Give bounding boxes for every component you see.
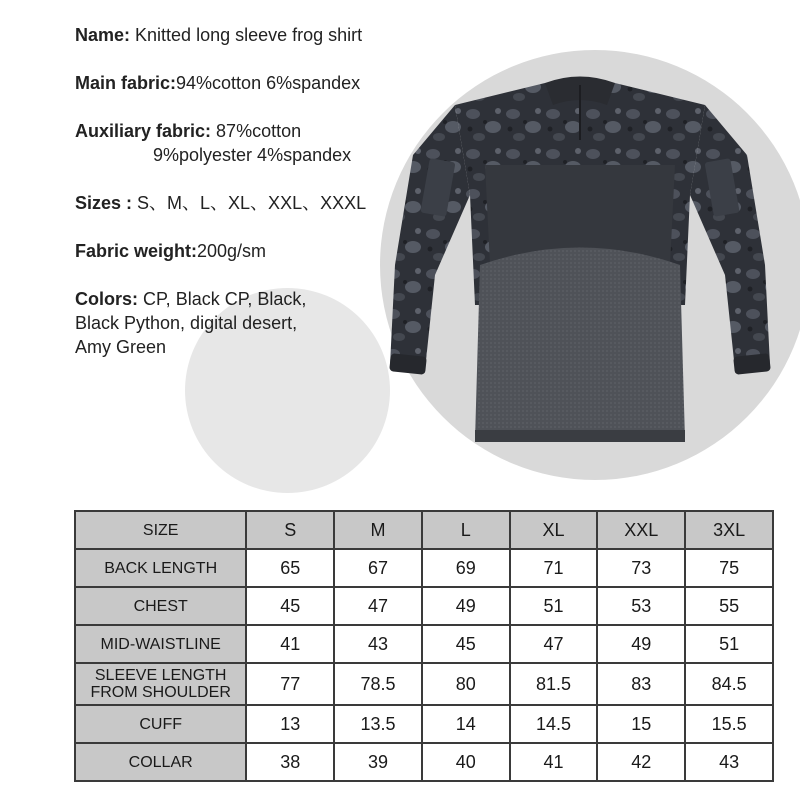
table-cell: 49 — [597, 625, 685, 663]
table-cell: 83 — [597, 663, 685, 705]
size-header-3xl: 3XL — [685, 511, 773, 549]
table-cell: 38 — [246, 743, 334, 781]
table-cell: 13 — [246, 705, 334, 743]
spec-sizes-label: Sizes : — [75, 193, 133, 213]
spec-main-fabric — [75, 72, 360, 94]
left-sleeve — [390, 105, 470, 370]
table-cell: 80 — [422, 663, 510, 705]
table-cell: 14 — [422, 705, 510, 743]
table-cell: 47 — [334, 587, 422, 625]
table-cell: 84.5 — [685, 663, 773, 705]
table-cell: 13.5 — [334, 705, 422, 743]
row-label-mid-waistline: MID-WAISTLINE — [75, 625, 246, 663]
table-cell: 71 — [510, 549, 598, 587]
table-cell: 14.5 — [510, 705, 598, 743]
table-row — [75, 587, 773, 625]
spec-name — [75, 24, 362, 46]
size-header-xl: XL — [510, 511, 598, 549]
table-cell: 41 — [246, 625, 334, 663]
spec-colors-value-1: CP, Black CP, Black, — [138, 289, 307, 309]
spec-main-fabric-label: Main fabric: — [75, 73, 177, 93]
spec-sizes — [75, 192, 366, 214]
spec-name-value: Knitted long sleeve frog shirt — [130, 25, 363, 45]
size-chart-table — [74, 510, 774, 782]
table-cell: 65 — [246, 549, 334, 587]
row-label-chest: CHEST — [75, 587, 246, 625]
size-header-l: L — [422, 511, 510, 549]
row-label-sleeve-length — [75, 663, 246, 705]
shirt-icon — [385, 65, 775, 455]
size-header-xxl: XXL — [597, 511, 685, 549]
table-cell: 55 — [685, 587, 773, 625]
lower-body — [475, 248, 685, 441]
row-label-collar: COLLAR — [75, 743, 246, 781]
spec-colors-value-2: Black Python, digital desert, — [75, 313, 298, 333]
table-cell: 45 — [246, 587, 334, 625]
table-cell: 43 — [685, 743, 773, 781]
spec-weight-label: Fabric weight: — [75, 241, 198, 261]
table-cell: 51 — [510, 587, 598, 625]
row-label-cuff: CUFF — [75, 705, 246, 743]
table-cell: 15 — [597, 705, 685, 743]
spec-aux-fabric-label: Auxiliary fabric: — [75, 121, 212, 141]
table-row — [75, 705, 773, 743]
table-cell: 15.5 — [685, 705, 773, 743]
table-cell: 78.5 — [334, 663, 422, 705]
spec-colors-value-3: Amy Green — [75, 337, 167, 357]
table-cell: 45 — [422, 625, 510, 663]
spec-aux-fabric — [75, 120, 301, 142]
table-cell: 67 — [334, 549, 422, 587]
spec-aux-fabric-value-2: 9%polyester 4%spandex — [153, 145, 352, 165]
table-row — [75, 625, 773, 663]
row-label-back-length: BACK LENGTH — [75, 549, 246, 587]
table-cell: 51 — [685, 625, 773, 663]
table-cell: 47 — [510, 625, 598, 663]
table-cell: 49 — [422, 587, 510, 625]
spec-weight-value: 200g/sm — [197, 241, 267, 261]
table-header-row — [75, 511, 773, 549]
size-header-m: M — [334, 511, 422, 549]
spec-colors — [75, 288, 306, 310]
spec-colors-label: Colors: — [75, 289, 138, 309]
table-cell: 69 — [422, 549, 510, 587]
spec-sizes-value: S、M、L、XL、XXL、XXXL — [132, 193, 367, 213]
table-cell: 53 — [597, 587, 685, 625]
sleeve-label-line-1: SLEEVE LENGTH — [94, 667, 227, 684]
table-cell: 40 — [422, 743, 510, 781]
spec-main-fabric-value: 94%cotton 6%spandex — [176, 73, 361, 93]
table-cell: 41 — [510, 743, 598, 781]
table-cell: 42 — [597, 743, 685, 781]
table-cell: 77 — [246, 663, 334, 705]
spec-name-label: Name: — [75, 25, 131, 45]
table-cell: 75 — [685, 549, 773, 587]
spec-weight — [75, 240, 266, 262]
size-header-s: S — [246, 511, 334, 549]
table-row — [75, 663, 773, 705]
table-row — [75, 549, 773, 587]
table-cell: 39 — [334, 743, 422, 781]
spec-aux-fabric-value-1: 87%cotton — [211, 121, 302, 141]
table-row — [75, 743, 773, 781]
table-cell: 73 — [597, 549, 685, 587]
size-header-label: SIZE — [75, 511, 246, 549]
sleeve-label-line-2: FROM SHOULDER — [90, 684, 231, 701]
table-cell: 43 — [334, 625, 422, 663]
table-cell: 81.5 — [510, 663, 598, 705]
right-sleeve — [690, 105, 770, 370]
